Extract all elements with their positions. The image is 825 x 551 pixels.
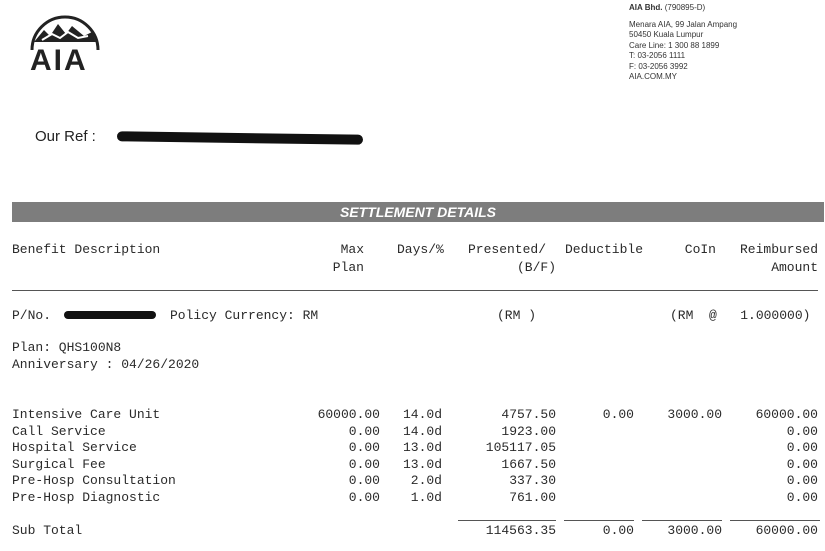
cell-days: 14.0d — [402, 407, 442, 422]
pno-label: P/No. — [12, 308, 52, 323]
subtotal-reimbursed: 60000.00 — [755, 523, 818, 538]
cell-days: 1.0d — [410, 490, 442, 505]
cell-presented: 337.30 — [509, 473, 556, 489]
cell-presented: 4757.50 — [501, 407, 556, 422]
website: AIA.COM.MY — [629, 72, 678, 81]
cell-desc: Call Service — [12, 423, 106, 439]
cell-max: 0.00 — [348, 440, 380, 456]
cell-reimbursed: 0.00 — [786, 456, 818, 472]
col-max-header-2: Plan — [332, 260, 364, 275]
presented-currency: (RM ) — [497, 308, 537, 323]
company-name: AIA Bhd. — [629, 3, 663, 12]
subtotal-label: Sub Total — [12, 523, 83, 538]
redacted-policy-number — [64, 311, 156, 319]
cell-max: 60000.00 — [317, 407, 380, 422]
cell-max: 0.00 — [348, 473, 380, 489]
our-ref-label: Our Ref : — [35, 128, 96, 145]
col-days-header: Days/% — [397, 242, 444, 257]
address-line2: 50450 Kuala Lumpur — [629, 30, 704, 39]
subtotal-line-reimbursed — [730, 520, 820, 521]
cell-days: 13.0d — [402, 440, 442, 456]
cell-presented: 761.00 — [509, 490, 556, 505]
cell-desc: Pre-Hosp Diagnostic — [12, 490, 161, 505]
cell-days: 14.0d — [402, 423, 442, 439]
cell-desc: Pre-Hosp Consultation — [12, 473, 176, 489]
col-reimbursed-header-1: Reimbursed — [739, 242, 818, 257]
anniversary: Anniversary : 04/26/2020 — [12, 357, 200, 372]
cell-max: 0.00 — [348, 490, 380, 505]
phone: T: 03-2056 1111 — [629, 51, 686, 60]
cell-coin: 3000.00 — [667, 407, 722, 422]
fax: F: 03-2056 3992 — [629, 61, 688, 71]
company-reg: (790895-D) — [664, 3, 706, 12]
subtotal-line-coin — [642, 520, 722, 521]
cell-desc: Hospital Service — [12, 440, 137, 456]
cell-presented: 105117.05 — [485, 440, 556, 456]
cell-reimbursed: 0.00 — [786, 423, 818, 439]
reimbursed-currency: (RM @ 1.000000) — [670, 308, 811, 323]
care-line: Care Line: 1 300 88 1899 — [629, 40, 720, 50]
col-deductible-header: Deductible — [565, 242, 644, 257]
cell-desc: Surgical Fee — [12, 456, 106, 472]
col-max-header-1: Max — [340, 242, 364, 257]
col-coin-header: CoIn — [684, 242, 716, 257]
address-line1: Menara AIA, 99 Jalan Ampang — [629, 19, 738, 29]
col-benefit-header: Benefit Description — [12, 242, 161, 257]
subtotal-deductible: 0.00 — [602, 523, 634, 538]
col-reimbursed-header-2: Amount — [771, 260, 818, 275]
plan-code: Plan: QHS100N8 — [12, 340, 122, 355]
redacted-ref — [117, 131, 363, 144]
cell-max: 0.00 — [348, 456, 380, 472]
cell-presented: 1923.00 — [501, 423, 556, 439]
cell-desc: Intensive Care Unit — [12, 407, 161, 422]
col-presented-header-1: Presented/ — [468, 242, 547, 257]
col-presented-header-2: (B/F) — [516, 260, 556, 275]
cell-deductible: 0.00 — [602, 407, 634, 422]
cell-days: 13.0d — [402, 456, 442, 472]
cell-days: 2.0d — [410, 473, 442, 489]
policy-currency: Policy Currency: RM — [170, 308, 319, 323]
cell-presented: 1667.50 — [501, 456, 556, 472]
subtotal-line-presented — [458, 520, 556, 521]
cell-reimbursed: 60000.00 — [755, 407, 818, 422]
section-title: SETTLEMENT DETAILS — [339, 204, 497, 220]
header-divider — [12, 290, 818, 291]
cell-reimbursed: 0.00 — [786, 440, 818, 456]
cell-reimbursed: 0.00 — [786, 490, 818, 505]
logo-text: AIA — [30, 44, 88, 77]
cell-reimbursed: 0.00 — [786, 473, 818, 489]
cell-max: 0.00 — [348, 423, 380, 439]
subtotal-line-deductible — [564, 520, 634, 521]
section-bar — [12, 202, 824, 222]
company-info — [629, 3, 737, 83]
subtotal-coin: 3000.00 — [667, 523, 722, 538]
subtotal-presented: 114563.35 — [485, 523, 556, 538]
